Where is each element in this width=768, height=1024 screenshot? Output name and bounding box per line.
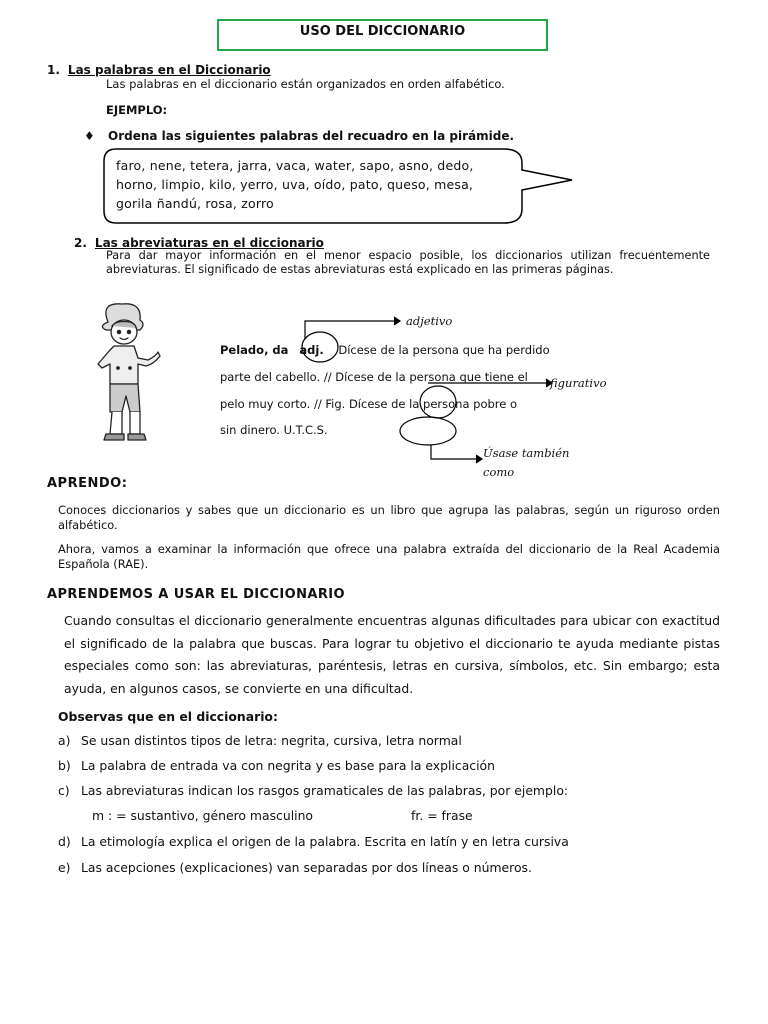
- section2-text: Para dar mayor información en el menor espacio posible, los diccionarios utilizan frecuentemente abreviaturas. El significado de estas abreviaturas está explicado en las primeras páginas.: [106, 249, 710, 276]
- list-item-text: Las acepciones (explicaciones) van separadas por dos líneas o números.: [81, 860, 532, 875]
- list-item: [58, 860, 532, 875]
- section2-title: Las abreviaturas en el diccionario: [94, 236, 324, 250]
- entry-headword: Pelado, da: [220, 343, 289, 357]
- section2-heading: [74, 236, 324, 250]
- list-item-example: [92, 808, 313, 823]
- list-item-label: e): [58, 860, 71, 875]
- list-item-label: a): [58, 733, 71, 748]
- list-item-example-fr: fr. = frase: [411, 808, 473, 823]
- anno-adjetivo: adjetivo: [406, 314, 453, 328]
- anno-usase: Úsase también: [483, 446, 570, 460]
- entry-line-3: pelo muy corto. // Fig. Dícese de la persona pobre o: [220, 397, 518, 411]
- section1-text: Las palabras en el diccionario están organizados en orden alfabético.: [106, 77, 505, 91]
- entry-line-1: [220, 343, 550, 357]
- list-item-label: d): [58, 834, 71, 849]
- list-item: [58, 758, 495, 773]
- entry-line-4: sin dinero. U.T.C.S.: [220, 423, 328, 437]
- word-line: horno, limpio, kilo, yerro, uva, oído, pato, queso, mesa,: [116, 177, 474, 192]
- list-item: [58, 783, 568, 798]
- list-item: [58, 733, 462, 748]
- word-line: faro, nene, tetera, jarra, vaca, water, sapo, asno, dedo,: [116, 158, 474, 173]
- anno-figurativo: figurativo: [550, 376, 607, 390]
- aprendemos-heading: APRENDEMOS A USAR EL DICCIONARIO: [47, 587, 345, 602]
- page-title: USO DEL DICCIONARIO: [217, 19, 548, 51]
- aprendemos-paragraph: Cuando consultas el diccionario generalmente encuentras algunas dificultades para ubicar con exactitud el significado de la palabra que buscas. Para lograr tu objetivo el diccionario te ayuda mediante pistas especiales como son: las abreviaturas, paréntesis, letras en cursiva, símbolos, etc. Sin embargo; esta ayuda, en algunos casos, se convierte en una dificultad.: [64, 613, 720, 696]
- instruction: [84, 129, 514, 143]
- list-item-text: La palabra de entrada va con negrita y es base para la explicación: [81, 758, 495, 773]
- word-list: [116, 156, 506, 213]
- arrow-adjetivo: [305, 321, 398, 339]
- diamond-bullet-icon: ♦: [84, 129, 95, 143]
- observas-heading: Observas que en el diccionario:: [58, 709, 278, 724]
- entry-line-2: parte del cabello. // Dícese de la persona que tiene el: [220, 370, 528, 384]
- list-item-text: La etimología explica el origen de la palabra. Escrita en latín y en letra cursiva: [81, 834, 569, 849]
- section1-heading: [47, 63, 271, 77]
- section1-number: 1.: [47, 63, 60, 77]
- list-item-text: m : = sustantivo, género masculino: [92, 808, 314, 823]
- arrow-usase: [431, 445, 480, 459]
- circle-utcs: [400, 417, 456, 445]
- list-item-label: c): [58, 783, 70, 798]
- list-item-text: Las abreviaturas indican los rasgos gramaticales de las palabras, por ejemplo:: [81, 783, 569, 798]
- entry-definition: Dícese de la persona que ha perdido: [338, 343, 550, 357]
- list-item: [58, 834, 569, 849]
- aprendo-paragraph-1: Conoces diccionarios y sabes que un diccionario es un libro que agrupa las palabras, según un riguroso orden alfabético.: [58, 503, 720, 532]
- girl-illustration: [86, 300, 162, 446]
- section1-title: Las palabras en el Diccionario: [67, 63, 271, 77]
- aprendo-heading: APRENDO:: [47, 476, 128, 491]
- word-line: gorila ñandú, rosa, zorro: [116, 196, 274, 211]
- instruction-text: Ordena las siguientes palabras del recuadro en la pirámide.: [108, 129, 515, 143]
- list-item-label: b): [58, 758, 71, 773]
- anno-como: como: [483, 465, 515, 479]
- aprendo-paragraph-2: Ahora, vamos a examinar la información que ofrece una palabra extraída del diccionario de la Real Academia Española (RAE).: [58, 542, 720, 571]
- example-label: EJEMPLO:: [106, 103, 168, 117]
- section2-number: 2.: [74, 236, 87, 250]
- list-item-text: Se usan distintos tipos de letra: negrita, cursiva, letra normal: [81, 733, 462, 748]
- entry-abbr: adj.: [299, 343, 324, 357]
